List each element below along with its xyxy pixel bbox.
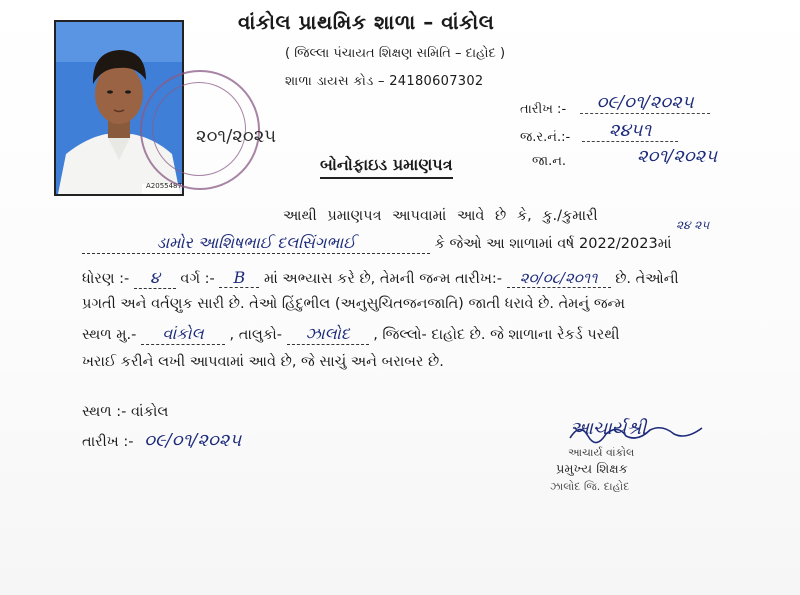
outward-number-label: જા.ન. <box>532 154 567 169</box>
class-label: વર્ગ :- <box>180 271 215 287</box>
stamp-line-1: આચાર્ય વાંકોલ <box>568 446 635 459</box>
gr-number-value: ૨૪૫૧ <box>582 120 678 142</box>
student-name-field: ડામોર આશિષભાઈ દલસિંગભાઈ <box>82 233 430 254</box>
school-subtitle: ( જિલ્લા પંચાયત શિક્ષણ સમિતિ – દાહોદ ) <box>285 46 506 61</box>
footer-date-value: ૦૯/૦૧/૨૦૨૫ <box>144 430 242 451</box>
school-name-heading: વાંકોલ પ્રાથમિક શાળા – વાંકોલ <box>238 10 495 34</box>
stamp-line-3: ઝાલોદ જિ. દાહોદ <box>550 480 630 493</box>
dise-code: શાળા ડાયસ કોડ – 24180607302 <box>285 74 484 89</box>
body-line-4: પ્રગતી અને વર્તણુક સારી છે. તેઓ હિંદુભીલ (અનુસુચિતજનજાતિ) જાતી ધરાવે છે. તેમનું જન્મ <box>82 296 626 312</box>
body-line-2-rest: કે જેઓ આ શાળામાં વર્ષ 2022/2023માં <box>434 236 672 252</box>
class-value: B <box>219 268 259 288</box>
date-value: ૦૯/૦૧/૨૦૨૫ <box>580 92 710 114</box>
principal-signature: આચાર્યશ્રી <box>570 418 647 439</box>
footer-place: સ્થળ :- વાંકોલ <box>82 404 169 420</box>
gr-number-label: જ.ર.નં.:- <box>520 130 571 145</box>
taluka-label: , તાલુકો- <box>229 327 282 343</box>
footer-date-label: તારીખ :- <box>82 434 134 450</box>
stamp-handwritten-number: ૨૦૧/૨૦૨૫ <box>196 126 277 147</box>
photo-caption: A2055487 <box>146 182 182 190</box>
body-line-2 <box>82 233 672 254</box>
standard-value: ૪ <box>134 268 176 289</box>
footer-date-row <box>82 430 241 451</box>
body-line-3 <box>82 268 679 289</box>
standard-label: ધોરણ :- <box>82 271 130 287</box>
taluka-value: ઝાલોદ <box>287 324 369 345</box>
body-line-6: ખરાઈ કરીને લખી આપવામાં આવે છે, જે સાચું અને બરાબર છે. <box>82 354 444 370</box>
certificate-title: બોનોફાઇડ પ્રમાણપત્ર <box>320 155 453 179</box>
year-correction: ૨૪ ૨૫ <box>676 218 710 232</box>
body-line-3-end: છે. તેઓની <box>615 271 679 287</box>
body-line-5-end: , જિલ્લો- દાહોદ છે. જે શાળાના રેકર્ડ પરથી <box>373 327 620 343</box>
body-line-5 <box>82 324 619 345</box>
outward-number-value: ૨૦૧/૨૦૨૫ <box>636 146 718 167</box>
birthplace-value: વાંકોલ <box>141 324 225 345</box>
stamp-line-2: પ્રમુખ્ય શિક્ષક <box>556 462 628 477</box>
signature-scribble <box>566 420 706 446</box>
birthplace-label: સ્થળ મુ.- <box>82 327 137 343</box>
body-line-3-mid: માં અભ્યાસ કરે છે, તેમની જન્મ તારીખ:- <box>264 271 502 287</box>
date-label: તારીખ :- <box>520 102 567 117</box>
date-of-birth: ૨૦/૦૮/૨૦૧૧ <box>507 269 611 288</box>
body-line-1: આથી પ્રમાણપત્ર આપવામાં આવે છે કે, કુ./કુમારી <box>283 208 598 224</box>
